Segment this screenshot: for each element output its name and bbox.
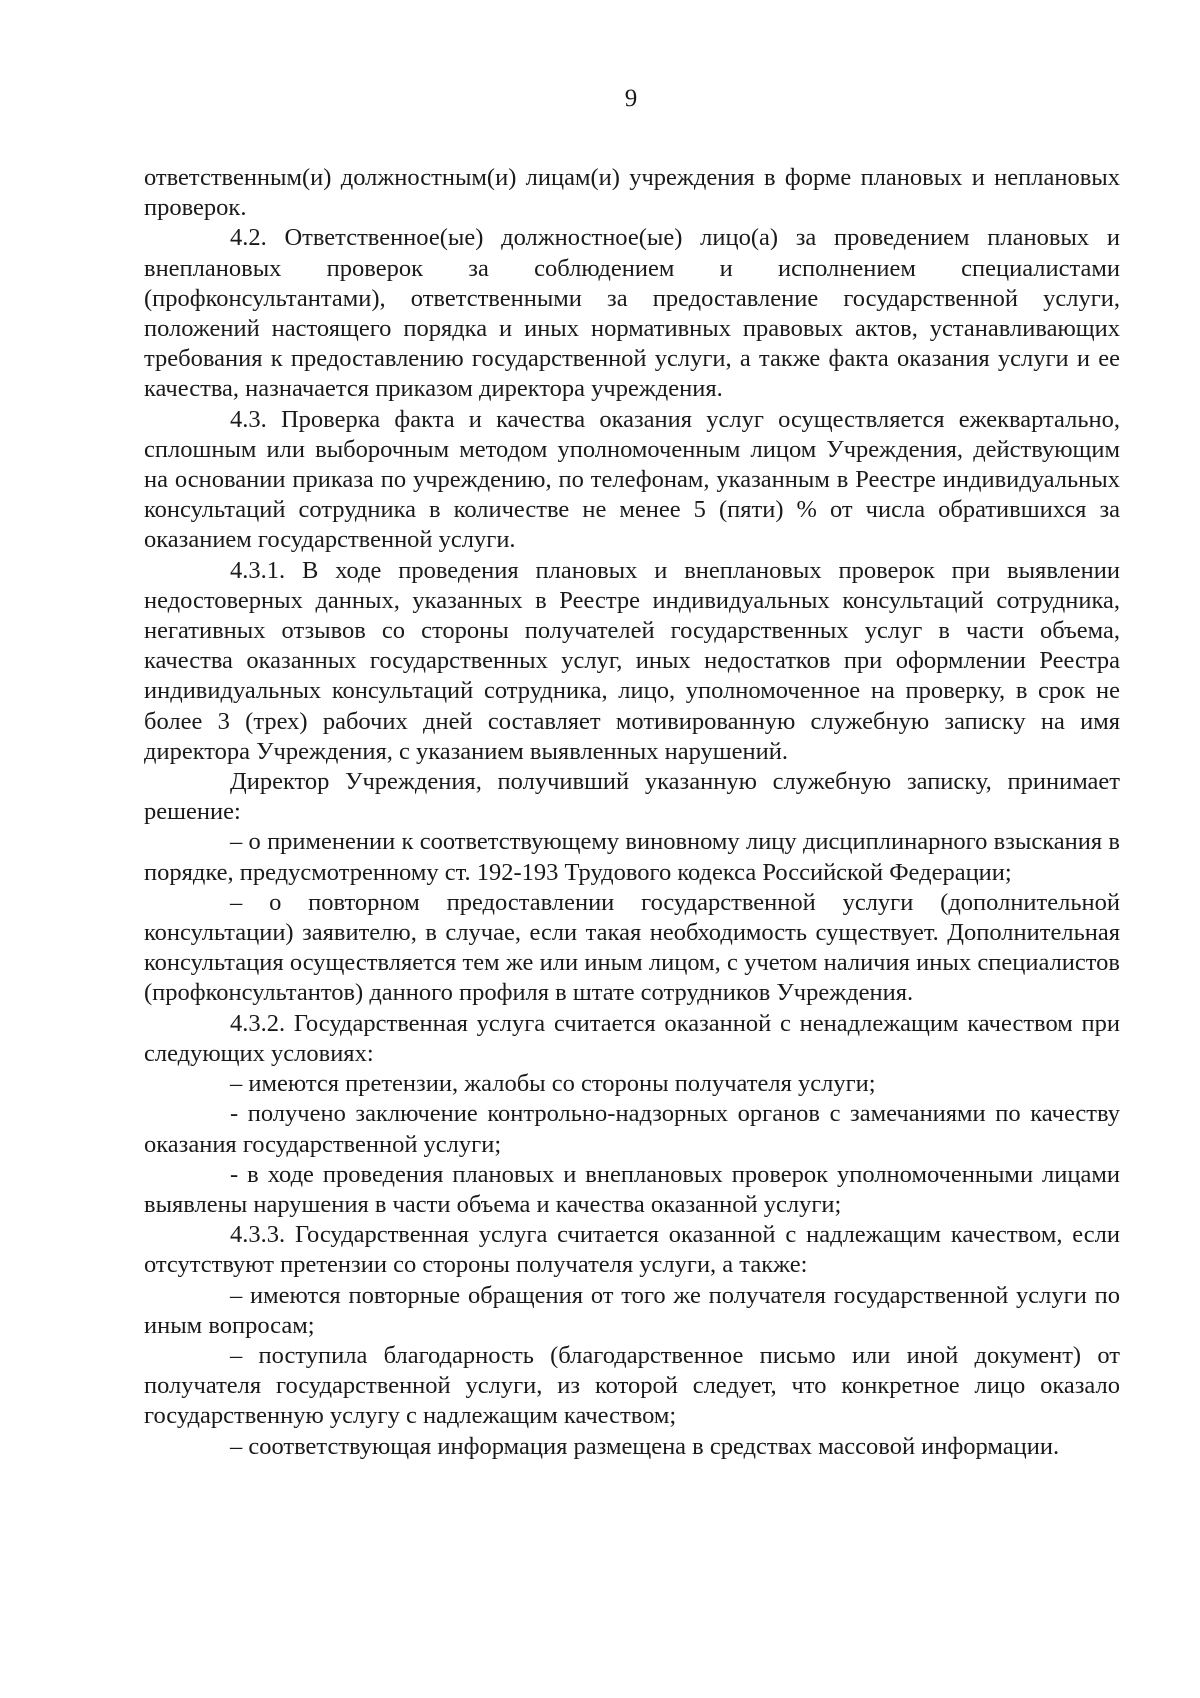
list-item-complaints: – имеются претензии, жалобы со стороны получателя услуги;	[230, 1070, 876, 1098]
list-item-repeat-service: – о повторном предоставлении государственной услуги (дополнительной консультации) заявителю, в случае, если такая необходимость существует. Дополнительная консультация осуществляется тем же или иным лицом, с учетом наличия иных специалистов (профконсультантов) данного профиля в штате сотрудников Учреждения.	[144, 888, 1120, 1007]
paragraph-4-2: 4.2. Ответственное(ые) должностное(ые) лицо(а) за проведением плановых и внеплановых проверок за соблюдением и исполнением специалистами (профконсультантами), ответственными за предоставление государственной услуги, положений настоящего порядка и иных нормативных правовых актов, устанавливающих требования к предоставлению государственной услуги, а также факта оказания услуги и ее качества, назначается приказом директора учреждения.	[144, 224, 1120, 403]
page-number: 9	[624, 85, 638, 112]
paragraph-4-3-1: 4.3.1. В ходе проведения плановых и внеплановых проверок при выявлении недостоверных данных, указанных в Реестре индивидуальных консультаций сотрудника, негативных отзывов со стороны получателей государственных услуг в части объема, качества оказанных государственных услуг, иных недостатков при оформлении Реестра индивидуальных консультаций сотрудника, лицо, уполномоченное на проверку, в срок не более 3 (трех) рабочих дней составляет мотивированную служебную записку на имя директора Учреждения, с указанием выявленных нарушений.	[144, 556, 1120, 765]
paragraph-continuation: ответственным(и) должностным(и) лицам(и) учреждения в форме плановых и неплановых проверок.	[144, 164, 1120, 222]
list-item-inspection-violations: - в ходе проведения плановых и внеплановых проверок уполномоченными лицами выявлены нарушения в части объема и качества оказанной услуги;	[144, 1160, 1120, 1218]
paragraph-4-3-3: 4.3.3. Государственная услуга считается оказанной с надлежащим качеством, если отсутствуют претензии со стороны получателя услуги, а также:	[144, 1221, 1120, 1279]
paragraph-4-3: 4.3. Проверка факта и качества оказания услуг осуществляется ежеквартально, сплошным или выборочным методом уполномоченным лицом Учреждения, действующим на основании приказа по учреждению, по телефонам, указанным в Реестре индивидуальных консультаций сотрудника в количестве не менее 5 (пяти) % от числа обратившихся за оказанием государственной услуги.	[144, 405, 1120, 554]
list-item-gratitude: – поступила благодарность (благодарственное письмо или иной документ) от получателя государственной услуги, из которой следует, что конкретное лицо оказало государственную услугу с надлежащим качеством;	[144, 1341, 1120, 1430]
list-item-supervisory-conclusion: - получено заключение контрольно-надзорных органов с замечаниями по качеству оказания государственной услуги;	[144, 1100, 1120, 1158]
document-body	[144, 163, 1120, 1462]
list-item-disciplinary: – о применении к соответствующему виновному лицу дисциплинарного взыскания в порядке, предусмотренному ст. 192-193 Трудового кодекса Российской Федерации;	[144, 828, 1120, 886]
list-item-repeat-requests: – имеются повторные обращения от того же получателя государственной услуги по иным вопросам;	[144, 1281, 1120, 1339]
paragraph-director-decision: Директор Учреждения, получивший указанную служебную записку, принимает решение:	[144, 768, 1120, 826]
list-item-mass-media: – соответствующая информация размещена в средствах массовой информации.	[230, 1432, 1060, 1460]
paragraph-4-3-2: 4.3.2. Государственная услуга считается оказанной с ненадлежащим качеством при следующих условиях:	[144, 1009, 1120, 1067]
